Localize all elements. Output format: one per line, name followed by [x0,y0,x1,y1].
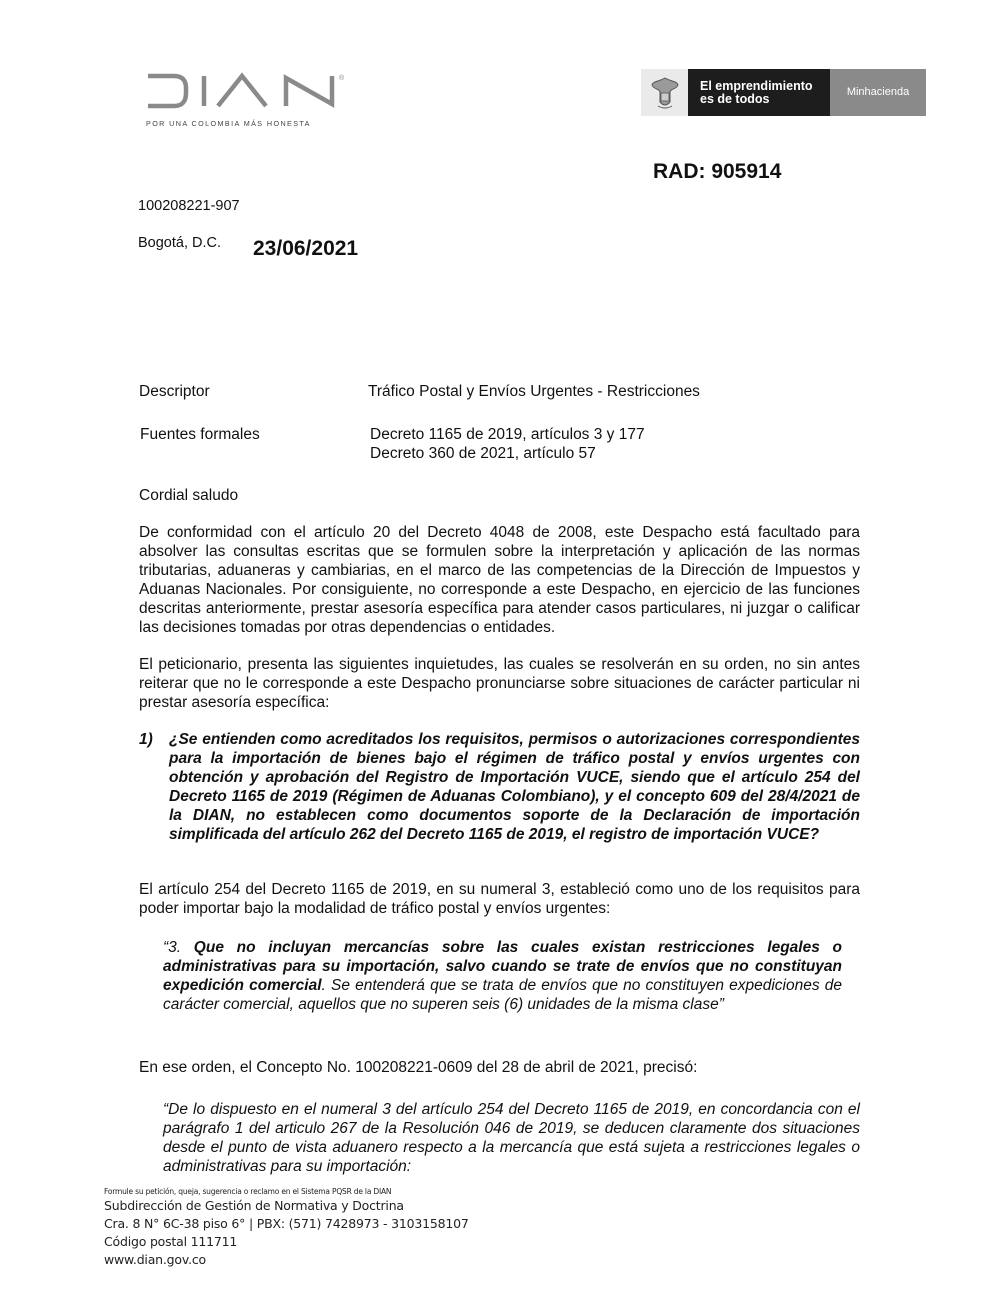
city-label: Bogotá, D.C. [138,235,222,251]
paragraph-competence: De conformidad con el artículo 20 del Decreto 4048 de 2008, este Despacho está facultado para absolver las consultas escritas que se formulen sobre la interpretación y aplicación de las normas tributarias, aduaneras y cambiarias, en el marco de las competencias de la Dirección de Impuestos y Aduanas Nacionales. Por consiguiente, no corresponde a este Despacho, en ejercicio de las funciones descritas anteriormente, prestar asesoría específica para atender casos particulares, ni juzgar o calificar las decisiones tomadas por otras dependencias o entidades. [139,524,860,636]
footer-address: Cra. 8 N° 6C-38 piso 6° | PBX: (571) 7428973 - 3103158107 [104,1216,469,1231]
quote-prefix: “3. [163,939,194,956]
quote-concepto: “De lo dispuesto en el numeral 3 del artículo 254 del Decreto 1165 de 2019, en concordancia con el parágrafo 1 del articulo 267 de la Resolución 046 de 2019, se deducen claramente dos situaciones desde el punto de vista aduanero respecto a la mercancía que está sujeta a restricciones legales o administrativas para su importación: [163,1101,860,1175]
banner-slogan [688,69,830,116]
footer-website-link[interactable]: www.dian.gov.co [104,1252,206,1267]
logo-tagline: POR UNA COLOMBIA MÁS HONESTA [146,119,311,128]
document-number: 100208221-907 [138,198,240,214]
quote-bold-text: Que no incluyan mercancías sobre las cuales existan restricciones legales o administrativas para su importación, salvo cuando se trate de envíos que no constituyan expedición comercial [163,939,842,994]
banner-line-2: es de todos [700,91,770,106]
question-1 [139,730,860,844]
footer [104,1187,469,1269]
question-number: 1) [139,731,153,748]
fuentes-value [370,425,645,463]
paragraph-petition: El peticionario, presenta las siguientes inquietudes, las cuales se resolverán en su orden, no sin antes reiterar que no le corresponde a este Despacho pronunciarse sobre situaciones de carácter particular ni prestar asesoría específica: [139,656,860,711]
footer-pqsr-link[interactable]: Formule su petición, queja, sugerencia o reclamo en el Sistema PQSR de la DIAN [104,1187,392,1196]
fuentes-label: Fuentes formales [140,426,260,443]
document-date: 23/06/2021 [253,237,359,260]
descriptor-value: Tráfico Postal y Envíos Urgentes - Restricciones [368,383,700,400]
footer-postal-code: Código postal 111711 [104,1234,238,1249]
question-text: ¿Se entienden como acreditados los requisitos, permisos o autorizaciones correspondientes para la importación de bienes bajo el régimen de tráfico postal y envíos urgentes con obtención y aprobación del Registro de Importación VUCE, siendo que el artículo 254 del Decreto 1165 de 2019 (Régimen de Aduanas Colombiano), y el concepto 609 del 28/4/2021 de la DIAN, no establecen como documentos soporte de la Declaración de importación simplificada del artículo 262 del Decreto 1165 de 2019, el registro de importación VUCE? [169,731,860,843]
banner-ministry: Minhacienda [830,69,926,116]
coat-of-arms-icon [641,69,688,116]
svg-text:®: ® [339,75,345,82]
footer-office: Subdirección de Gestión de Normativa y Doctrina [104,1198,404,1213]
descriptor-label: Descriptor [139,383,210,400]
fuentes-value-2: Decreto 360 de 2021, artículo 57 [370,445,596,462]
quote-numeral-3 [163,938,842,1014]
government-banner [641,69,926,116]
banner-line-1: El emprendimiento [700,78,813,93]
salutation: Cordial saludo [139,487,239,504]
rad-number: RAD: 905914 [653,160,782,183]
quote-rest-text: . Se entenderá que se trata de envíos que no constituyen expediciones de carácter comercial, aquellos que no superen seis (6) unidades de la misma clase” [163,977,842,1013]
dian-logo-mark [146,72,350,112]
paragraph-concepto: En ese orden, el Concepto No. 100208221-0609 del 28 de abril de 2021, precisó: [139,1059,698,1076]
fuentes-value-1: Decreto 1165 de 2019, artículos 3 y 177 [370,426,645,443]
dian-logo [146,72,350,126]
paragraph-article-254: El artículo 254 del Decreto 1165 de 2019, en su numeral 3, estableció como uno de los requisitos para poder importar bajo la modalidad de tráfico postal y envíos urgentes: [139,881,860,917]
